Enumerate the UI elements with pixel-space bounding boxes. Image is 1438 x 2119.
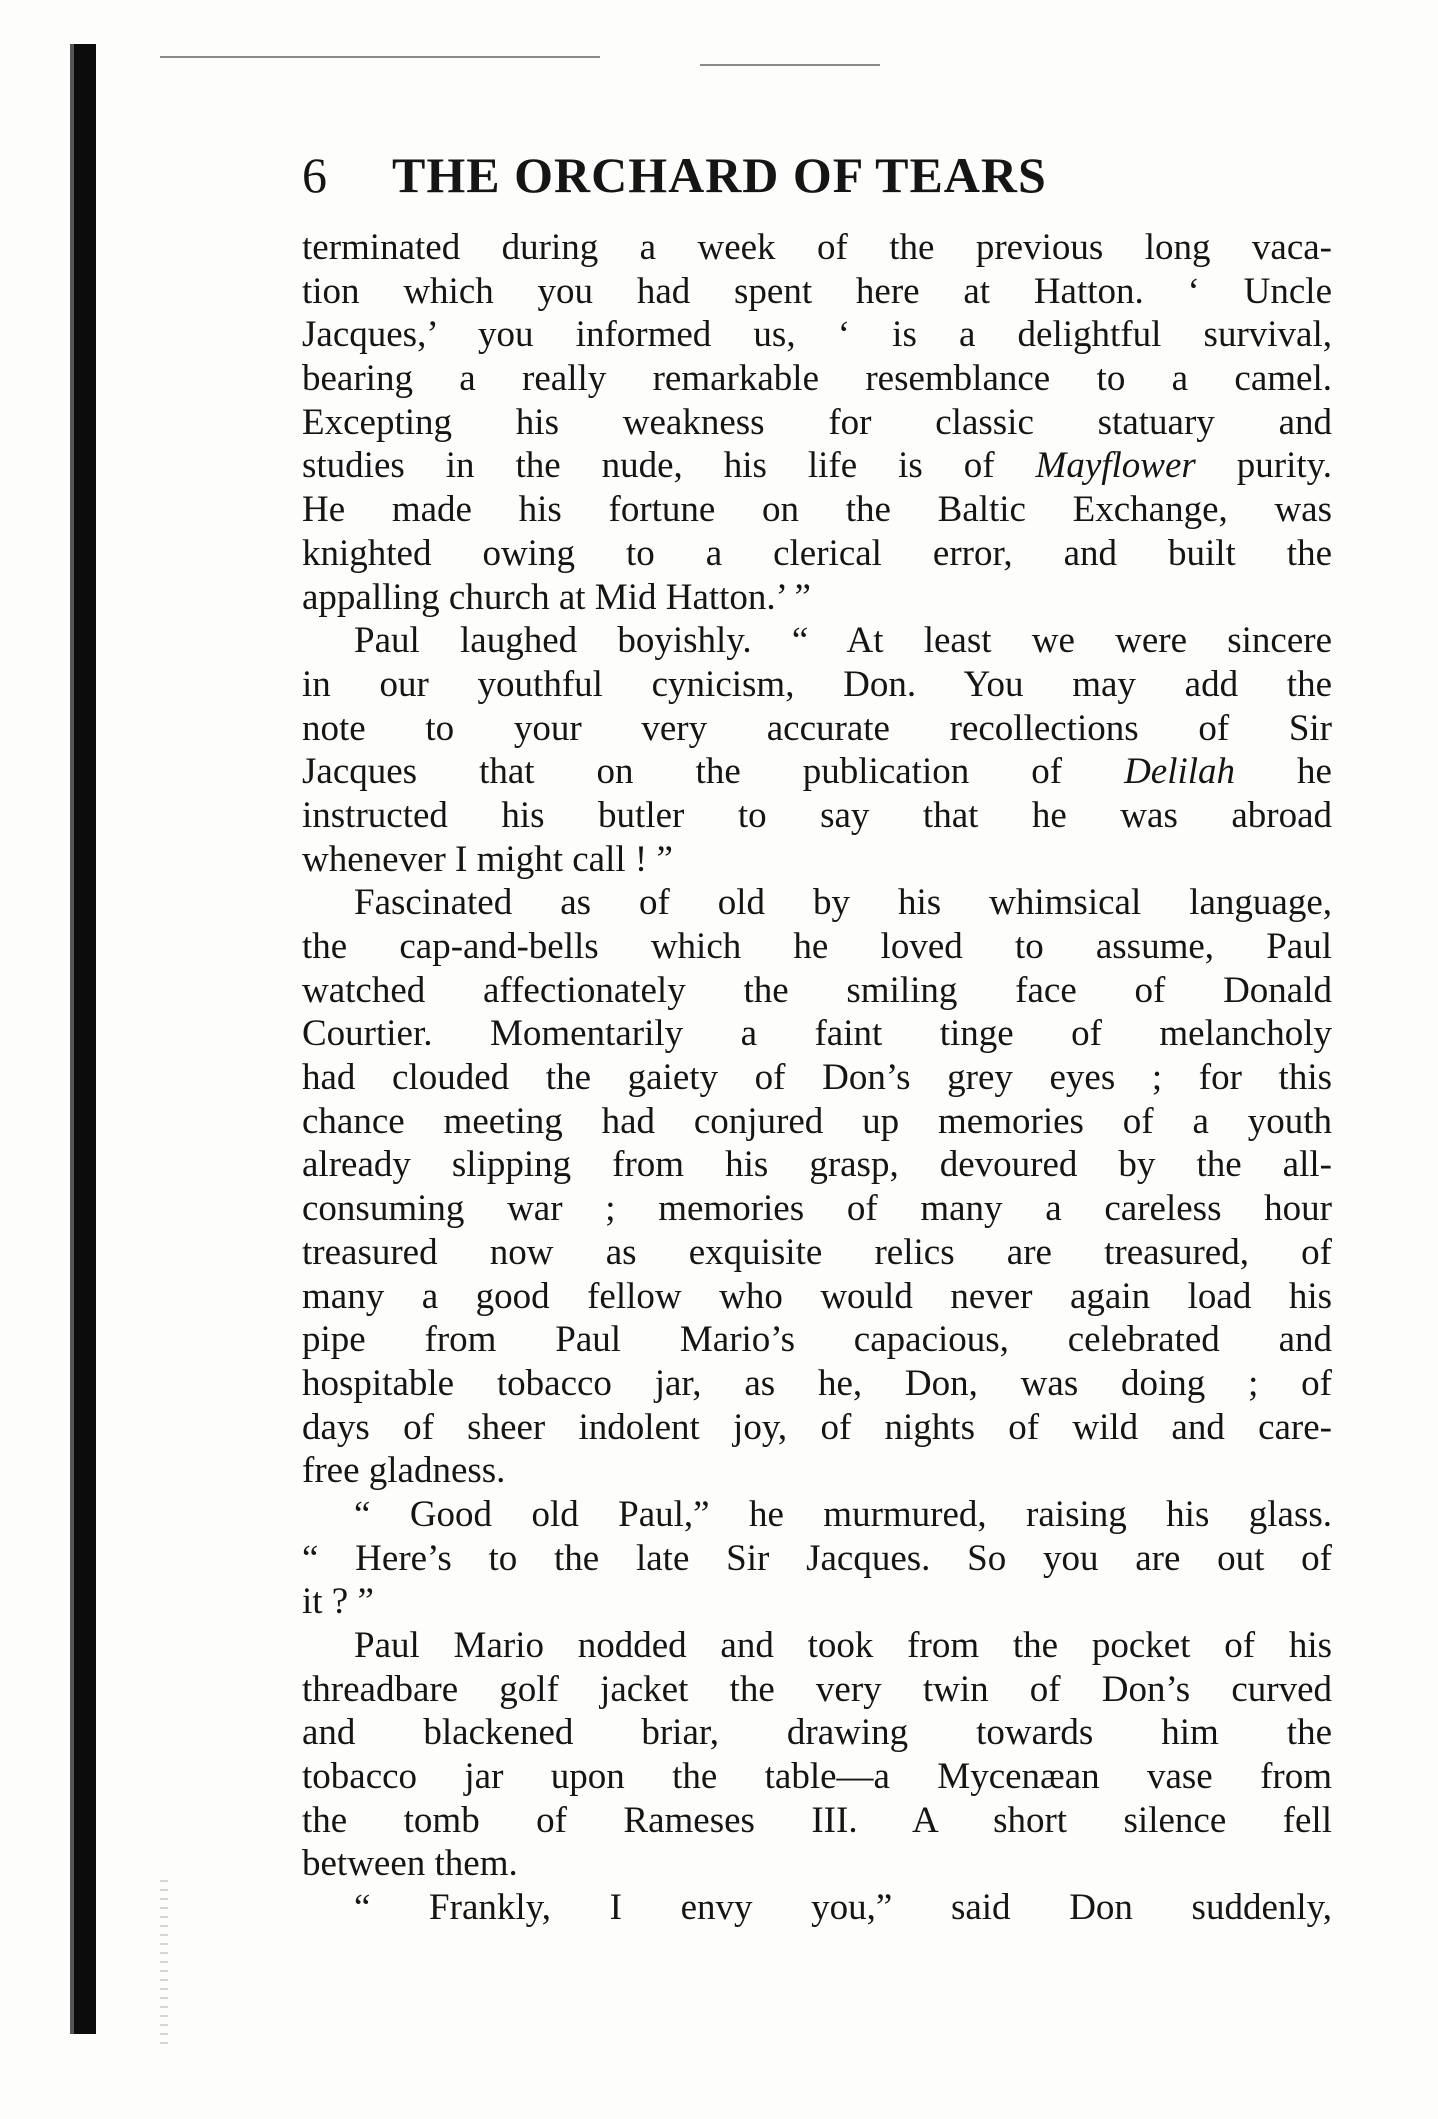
text-line: knighted owing to a clerical error, and built the	[302, 532, 1332, 574]
text-line: Paul Mario nodded and took from the pocket of his	[354, 1625, 1332, 1666]
text-line: consuming war ; memories of many a careless hour	[302, 1188, 1332, 1230]
text-line: instructed his butler to say that he was abroad	[302, 794, 1332, 836]
text-line: whenever I might call ! ”	[302, 838, 673, 880]
text-line: note to your very accurate recollections of Sir	[302, 707, 1332, 749]
text-line: studies in the nude, his life is of Mayflower purity.	[302, 445, 1332, 487]
text-line: “ Frankly, I envy you,” said Don suddenly,	[354, 1887, 1332, 1929]
text-line: treasured now as exquisite relics are treasured, of	[302, 1231, 1332, 1273]
text-line: “ Good old Paul,” he murmured, raising his glass.	[354, 1493, 1332, 1535]
text-line: terminated during a week of the previous long vaca-	[302, 227, 1332, 268]
running-head-title: THE ORCHARD OF TEARS	[392, 147, 1047, 203]
text-line: already slipping from his grasp, devoured by the all-	[302, 1144, 1332, 1186]
text-line: had clouded the gaiety of Don’s grey eyes ; for this	[302, 1057, 1332, 1099]
text-line: He made his fortune on the Baltic Exchange, was	[302, 489, 1332, 531]
text-line: many a good fellow who would never again load his	[302, 1275, 1332, 1317]
text-line: bearing a really remarkable resemblance to a camel.	[302, 358, 1332, 400]
text-line: pipe from Paul Mario’s capacious, celebrated and	[302, 1319, 1332, 1361]
text-line: Fascinated as of old by his whimsical language,	[354, 882, 1332, 924]
text-line: Paul laughed boyishly. “ At least we were sincere	[354, 620, 1332, 662]
text-line: in our youthful cynicism, Don. You may add the	[302, 663, 1332, 705]
text-line: Jacques that on the publication of Delilah he	[302, 751, 1332, 793]
text-line: and blackened briar, drawing towards him the	[302, 1712, 1332, 1754]
text-line: it ? ”	[302, 1581, 374, 1623]
text-line: Courtier. Momentarily a faint tinge of melancholy	[302, 1013, 1332, 1055]
text-line: threadbare golf jacket the very twin of Don’s curved	[302, 1668, 1332, 1710]
text-line: between them.	[302, 1843, 518, 1885]
body-text	[302, 226, 1332, 1930]
italic-title: Mayflower	[1035, 445, 1196, 487]
text-line: tion which you had spent here at Hatton. ‘ Uncle	[302, 270, 1332, 312]
text-line: Excepting his weakness for classic statuary and	[302, 401, 1332, 443]
book-gutter-shadow	[74, 44, 96, 2034]
text-line: watched affectionately the smiling face of Donald	[302, 969, 1332, 1011]
text-line: free gladness.	[302, 1450, 506, 1492]
text-line: hospitable tobacco jar, as he, Don, was doing ; of	[302, 1362, 1332, 1404]
scan-speckle	[160, 1880, 168, 2050]
text-line: Jacques,’ you informed us, ‘ is a delightful survival,	[302, 314, 1332, 356]
text-line: days of sheer indolent joy, of nights of wild and care-	[302, 1406, 1332, 1448]
text-line: “ Here’s to the late Sir Jacques. So you are out of	[302, 1537, 1332, 1579]
text-line: appalling church at Mid Hatton.’ ”	[302, 576, 811, 618]
scan-artifact-line	[160, 56, 600, 58]
italic-title: Delilah	[1124, 751, 1236, 793]
page-header	[302, 146, 1322, 210]
text-line: the cap-and-bells which he loved to assume, Paul	[302, 926, 1332, 967]
text-line: chance meeting had conjured up memories of a youth	[302, 1100, 1332, 1142]
text-line: tobacco jar upon the table—a Mycenæan vase from	[302, 1756, 1332, 1798]
text-line: the tomb of Rameses III. A short silence fell	[302, 1799, 1332, 1841]
scan-artifact-line	[700, 64, 880, 66]
page-number: 6	[302, 147, 328, 203]
